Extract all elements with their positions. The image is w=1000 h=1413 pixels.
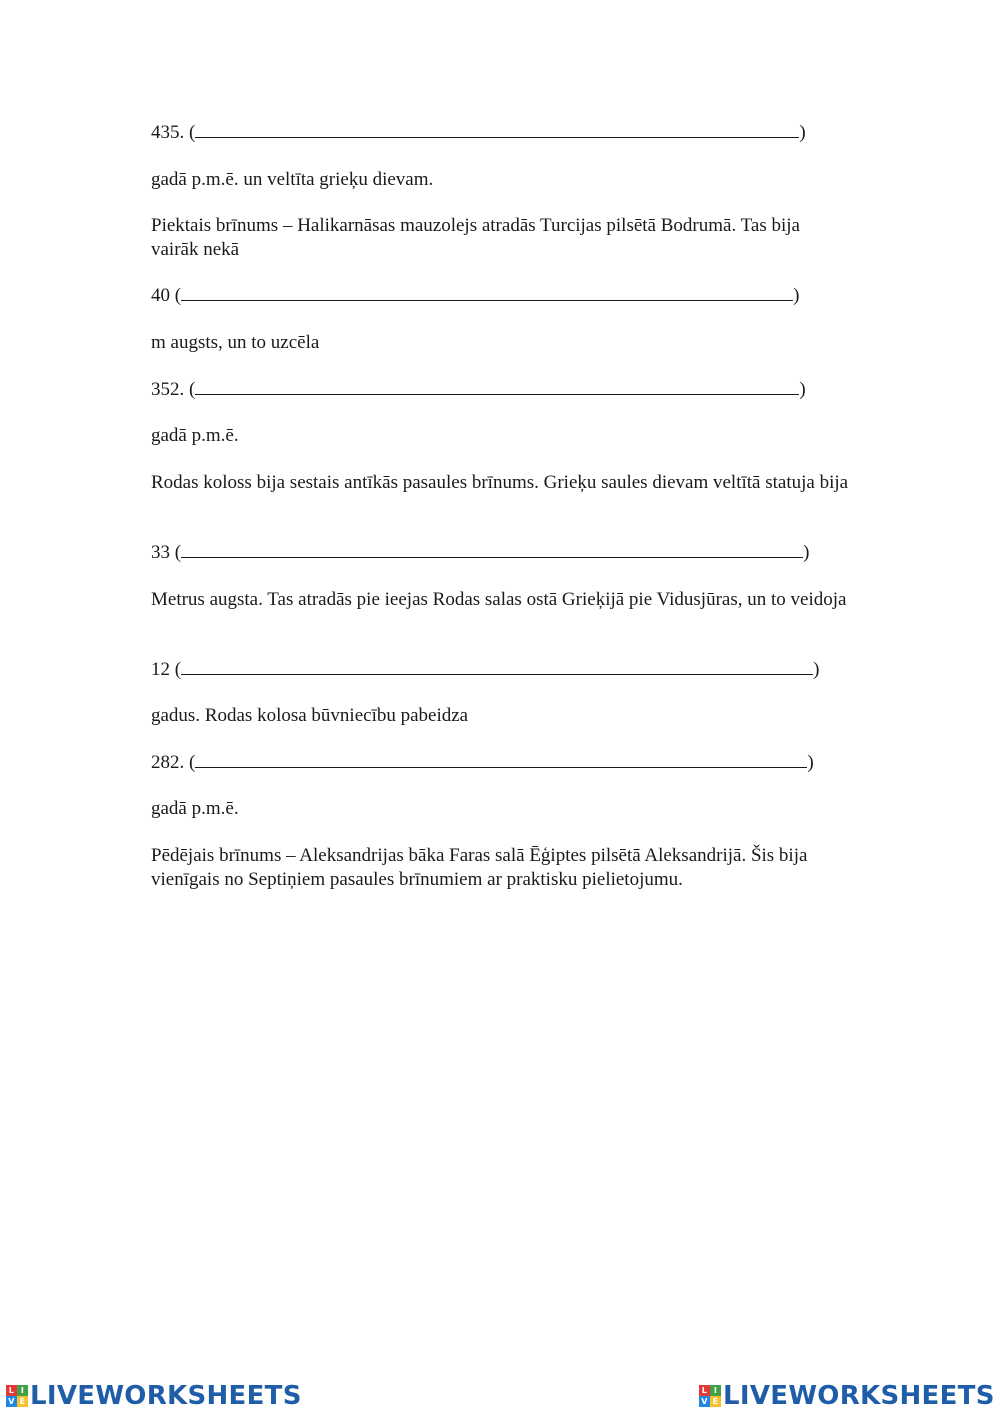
answer-blank[interactable]: [181, 284, 793, 301]
answer-number: 435. (: [151, 122, 196, 143]
answer-blank[interactable]: [195, 378, 799, 395]
answer-close-paren: ): [803, 542, 810, 563]
liveworksheets-mark-icon: L I V E: [6, 1385, 28, 1407]
paragraph-fifth-wonder: Piektais brīnums – Halikarnāsas mauzolejs atradās Turcijas pilsētā Bodrumā. Tas bija vairāk nekā: [151, 215, 800, 260]
answer-line-33: [151, 541, 809, 565]
text-line: gadus. Rodas kolosa būvniecību pabeidza: [151, 705, 469, 726]
answer-close-paren: ): [813, 659, 820, 680]
liveworksheets-logo-left: [6, 1379, 302, 1413]
answer-close-paren: ): [799, 122, 806, 143]
answer-number: 282. (: [151, 752, 196, 773]
answer-blank[interactable]: [195, 121, 799, 138]
answer-blank[interactable]: [195, 751, 807, 768]
answer-number: 12 (: [151, 659, 182, 680]
text-line: gadā p.m.ē.: [151, 425, 239, 446]
answer-line-40: [151, 284, 799, 308]
answer-line-12: [151, 658, 819, 682]
text-line: gadā p.m.ē.: [151, 798, 239, 819]
brand-text: LIVEWORKSHEETS: [30, 1381, 302, 1411]
answer-blank[interactable]: [181, 658, 813, 675]
answer-number: 352. (: [151, 379, 196, 400]
answer-blank[interactable]: [181, 541, 803, 558]
liveworksheets-logo-right: [699, 1379, 995, 1413]
paragraph-colossus-location: Metrus augsta. Tas atradās pie ieejas Rodas salas ostā Grieķijā pie Vidusjūras, un to veidoja: [151, 589, 847, 610]
answer-close-paren: ): [793, 285, 800, 306]
answer-line-352: [151, 378, 806, 402]
paragraph-last-wonder: Pēdējais brīnums – Aleksandrijas bāka Faras salā Ēģiptes pilsētā Aleksandrijā. Šis bija vienīgais no Septiņiem pasaules brīnumiem ar praktisku pielietojumu.: [151, 845, 808, 890]
answer-number: 40 (: [151, 285, 182, 306]
answer-close-paren: ): [807, 752, 814, 773]
text-line: m augsts, un to uzcēla: [151, 332, 320, 353]
answer-line-435: [151, 121, 806, 145]
brand-text: LIVEWORKSHEETS: [723, 1381, 995, 1411]
paragraph-sixth-wonder: Rodas koloss bija sestais antīkās pasaules brīnums. Grieķu saules dievam veltītā statuja bija: [151, 472, 849, 493]
answer-number: 33 (: [151, 542, 182, 563]
answer-line-282: [151, 751, 814, 775]
answer-close-paren: ): [799, 379, 806, 400]
text-line: gadā p.m.ē. un veltīta grieķu dievam.: [151, 169, 434, 190]
liveworksheets-mark-icon: L I V E: [699, 1385, 721, 1407]
